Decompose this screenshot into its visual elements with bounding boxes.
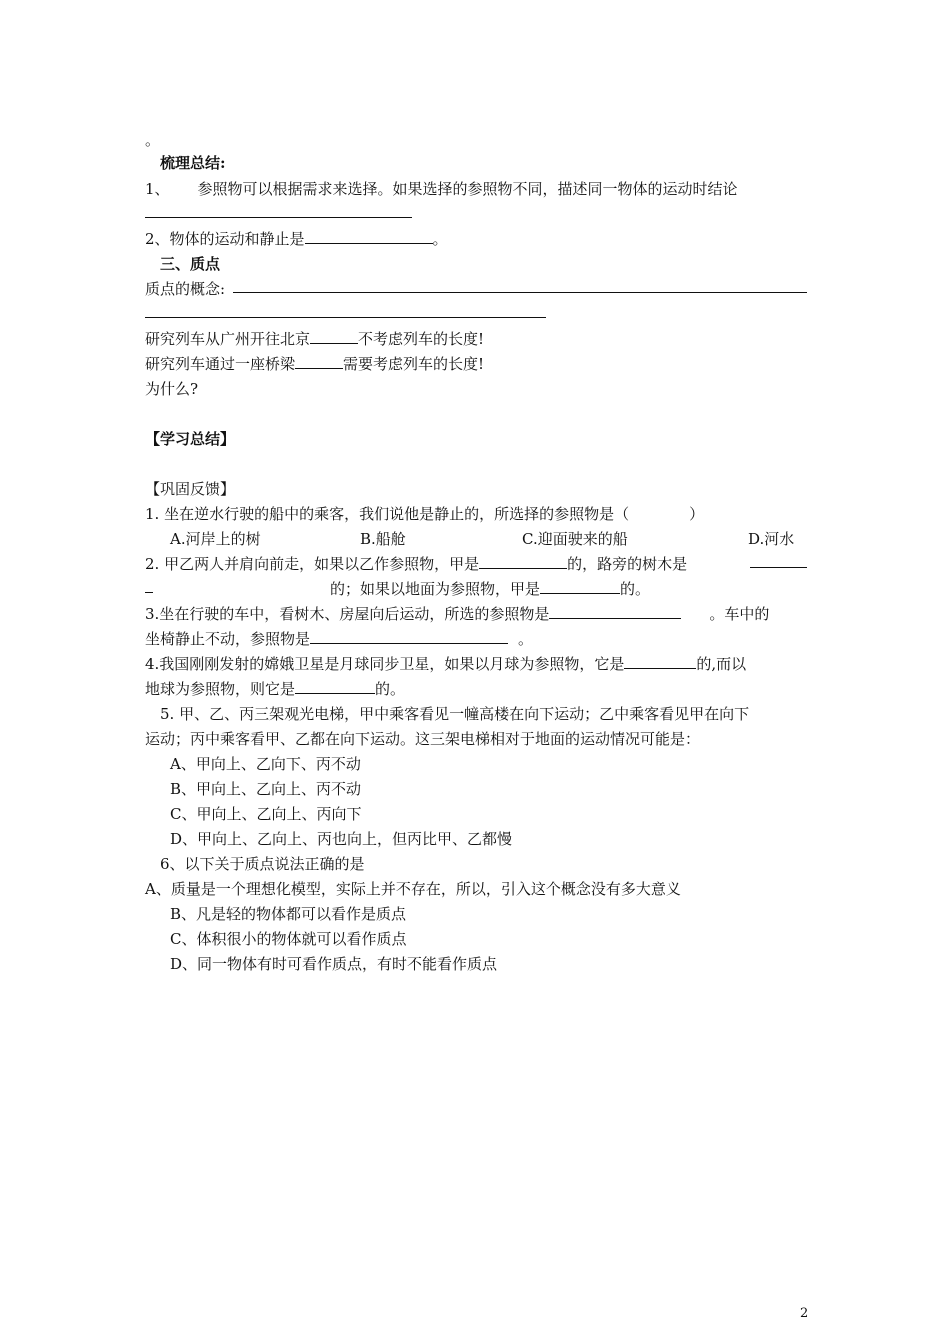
question-1-option-c: C.迎面驶来的船	[522, 530, 628, 548]
question-2-text-4: 的。	[620, 580, 651, 598]
question-2-blank-2	[750, 567, 807, 568]
question-4-text-4: 的。	[375, 680, 406, 698]
particle-concept-label: 质点的概念:	[145, 280, 226, 298]
study-summary-heading: 【学习总结】	[145, 430, 236, 448]
question-1-text: 1. 坐在逆水行驶的船中的乘客，我们说他是静止的，所选择的参照物是（	[145, 505, 630, 523]
train-example-1-blank	[310, 329, 358, 344]
summary-item-2-end: 。	[432, 230, 448, 248]
train-example-1-text: 研究列车从广州开往北京	[145, 330, 311, 348]
question-1-close: ）	[689, 505, 705, 523]
question-5-option-d: D、甲向上、乙向上、丙也向上，但丙比甲、乙都慢	[170, 830, 513, 848]
question-2-blank-2-cont	[145, 592, 153, 593]
question-3-line-2	[145, 629, 533, 649]
summary-item-1-blank	[145, 217, 412, 218]
question-4-text-3: 地球为参照物，则它是	[145, 680, 296, 698]
question-4-text-1: 4.我国刚刚发射的嫦娥卫星是月球同步卫星，如果以月球为参照物，它是	[145, 655, 625, 673]
train-example-2	[145, 354, 484, 374]
question-6-stem: 6、以下关于质点说法正确的是	[160, 855, 365, 873]
question-3-text-3: 坐椅静止不动，参照物是	[145, 630, 311, 648]
question-1-option-a: A.河岸上的树	[170, 530, 261, 548]
summary-item-2	[145, 229, 448, 249]
question-1-option-d: D.河水	[748, 530, 795, 548]
train-example-1-end: 不考虑列车的长度!	[358, 330, 485, 348]
question-6-option-c: C、体积很小的物体就可以看作质点	[170, 930, 407, 948]
page-number: 2	[800, 1306, 809, 1321]
train-example-2-text: 研究列车通过一座桥梁	[145, 355, 296, 373]
question-3-blank-2	[310, 629, 508, 644]
summary-item-2-blank	[305, 229, 433, 244]
question-1-stem	[145, 504, 704, 524]
question-3-blank-1	[549, 604, 681, 619]
why-question: 为什么?	[145, 380, 199, 398]
question-3-text-4: 。	[518, 630, 534, 648]
question-4-line-1	[145, 654, 746, 674]
summary-item-1	[145, 179, 738, 199]
question-2-text-1: 2. 甲乙两人并肩向前走，如果以乙作参照物，甲是	[145, 555, 480, 573]
question-2-blank-3	[540, 579, 620, 594]
question-4-blank-2	[295, 679, 375, 694]
particle-concept-blank-2	[145, 317, 546, 318]
summary-title: 梳理总结:	[160, 154, 226, 172]
summary-item-2-text: 2、物体的运动和静止是	[145, 230, 305, 248]
particle-concept-blank-1	[233, 292, 807, 293]
question-3-text-1: 3.坐在行驶的车中，看树木、房屋向后运动，所选的参照物是	[145, 605, 550, 623]
question-5-option-c: C、甲向上、乙向上、丙向下	[170, 805, 362, 823]
summary-item-1-number: 1、	[145, 180, 170, 198]
question-2-text-2: 的，路旁的树木是	[567, 555, 688, 573]
question-2-blank-1	[479, 554, 567, 569]
top-mark: 。	[145, 131, 161, 149]
question-4-text-2: 的,而以	[696, 655, 747, 673]
question-2-line-1	[145, 554, 687, 574]
question-6-option-d: D、同一物体有时可看作质点，有时不能看作质点	[170, 955, 498, 973]
train-example-2-end: 需要考虑列车的长度!	[343, 355, 485, 373]
summary-item-1-text: 参照物可以根据需求来选择。如果选择的参照物不同，描述同一物体的运动时结论	[197, 180, 738, 198]
question-3-text-2: 。车中的	[709, 605, 770, 623]
question-6-option-b: B、凡是轻的物体都可以看作是质点	[170, 905, 407, 923]
train-example-1	[145, 329, 484, 349]
question-4-line-2	[145, 679, 405, 699]
section-3-title: 三、质点	[160, 255, 221, 273]
feedback-heading: 【巩固反馈】	[145, 480, 236, 498]
question-1-option-b: B.船舱	[360, 530, 406, 548]
question-6-option-a: A、质量是一个理想化模型，实际上并不存在，所以，引入这个概念没有多大意义	[145, 880, 681, 898]
question-3-line-1	[145, 604, 769, 624]
question-2-line-2	[330, 579, 650, 599]
question-5-option-a: A、甲向上、乙向下、丙不动	[170, 755, 361, 773]
question-4-blank-1	[624, 654, 696, 669]
question-5-line-1: 5. 甲、乙、丙三架观光电梯，甲中乘客看见一幢高楼在向下运动；乙中乘客看见甲在向下	[160, 705, 750, 723]
question-2-text-3: 的；如果以地面为参照物，甲是	[330, 580, 541, 598]
question-5-line-2: 运动；丙中乘客看甲、乙都在向下运动。这三架电梯相对于地面的运动情况可能是：	[145, 730, 701, 748]
train-example-2-blank	[295, 354, 343, 369]
question-5-option-b: B、甲向上、乙向上、丙不动	[170, 780, 362, 798]
